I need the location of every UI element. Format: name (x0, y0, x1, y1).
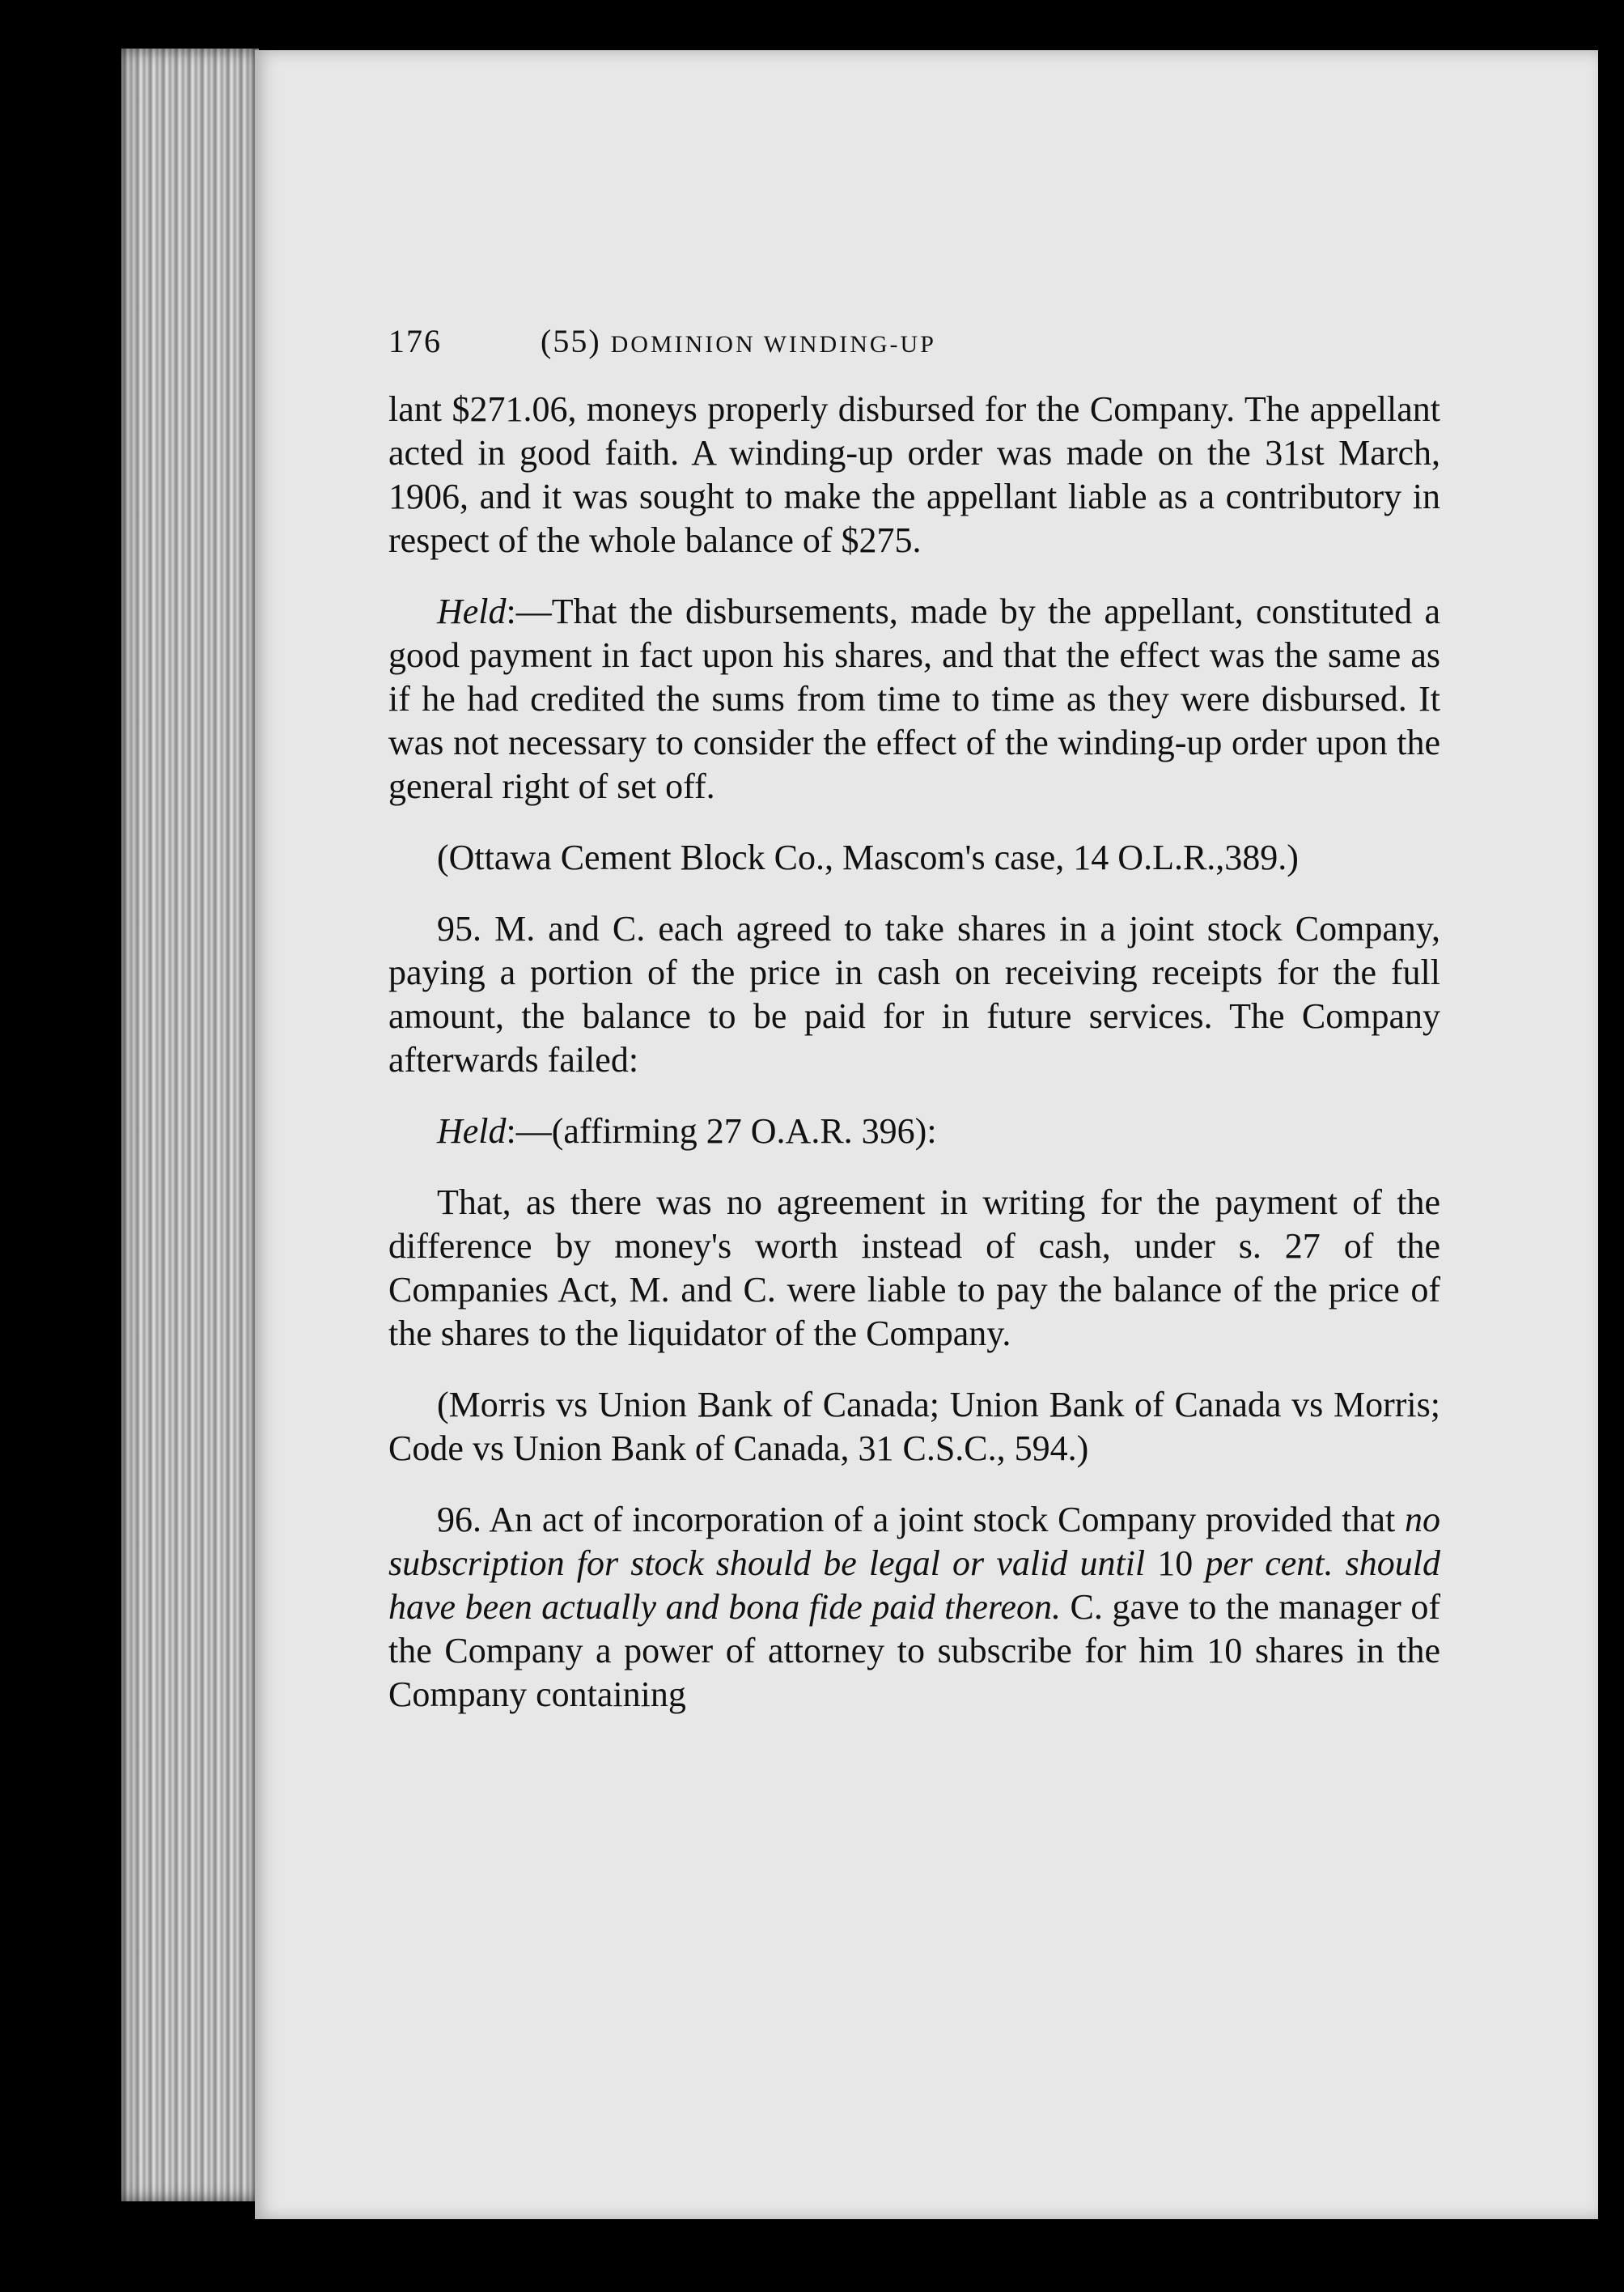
citation-ottawa-cement: (Ottawa Cement Block Co., Mascom's case, 14 O.L.R.,389.) (437, 838, 1299, 877)
held-label: Held (437, 1111, 507, 1151)
paragraph-case-96: 96. An act of incorporation of a joint stock Company provided that no subscription for stock should be legal or valid until 10 per cent. should have been actually and bona fide paid thereon. C. gave to the manager of the Company a power of attorney to subscribe for him 10 shares in the Company containing (388, 1500, 1440, 1714)
citation-morris: (Morris vs Union Bank of Canada; Union Bank of Canada vs Morris; Code vs Union Bank of Canada, 31 C.S.C., 594.) (388, 1385, 1440, 1468)
paragraph-facts-end: lant $271.06, moneys properly disbursed for the Company. The appellant acted in good faith. A winding-up order was made on the 31st March, 1906, and it was sought to make the appellant liable as a contributory in respect of the whole balance of $275. (388, 389, 1440, 560)
paragraph-held-2: Held:—(affirming 27 O.A.R. 396): (437, 1111, 937, 1151)
paragraph-held-2-body: That, as there was no agreement in writing for the payment of the difference by money's worth instead of cash, under s. 27 of the Companies Act, M. and C. were liable to pay the balance of the price of the shares to the liquidator of the Company. (388, 1182, 1440, 1353)
paragraph-held-1: Held:—That the disbursements, made by the appellant, constituted a good payment in fact upon his shares, and that the effect was the same as if he had credited the sums from time to time as they were disbursed. It was not necessary to consider the effect of the winding-up order upon the general right of set off. (388, 592, 1440, 806)
running-head (388, 322, 1440, 360)
running-title: DOMINION WINDING-UP (610, 331, 936, 358)
paragraph-case-95: 95. M. and C. each agreed to take shares in a joint stock Company, paying a portion of the price in cash on receiving receipts for the full amount, the balance to be paid for in future services. The Company afterwards failed: (388, 909, 1440, 1080)
page-text (388, 322, 1440, 1744)
section-number: (55) (541, 323, 601, 359)
page-number: 176 (388, 323, 442, 359)
held-label: Held (437, 592, 507, 631)
book-page-edges (121, 49, 259, 2201)
